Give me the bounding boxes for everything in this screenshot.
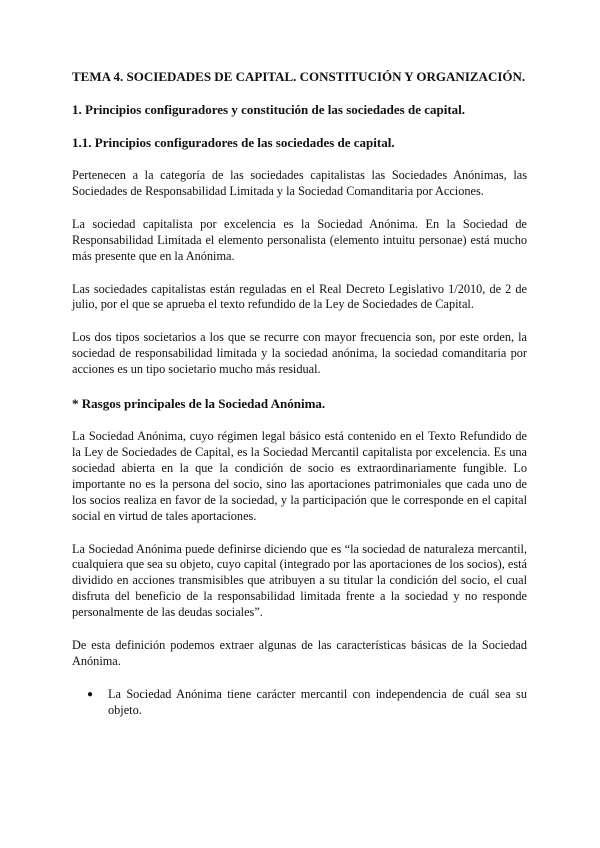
document-title: TEMA 4. SOCIEDADES DE CAPITAL. CONSTITUCIÓN Y ORGANIZACIÓN. — [72, 69, 526, 84]
paragraph-definicion: La Sociedad Anónima puede definirse diciendo que es “la sociedad de naturaleza mercantil, cualquiera que sea su objeto, cuyo capital (integrado por las aportaciones de los socios), está dividido en acciones transmisibles que atribuyen a su titular la condición del socio, el cual disfruta del beneficio de la responsabilidad limitada frente a la sociedad y no responde personalmente de las deudas sociales”. — [72, 541, 527, 620]
document-page — [72, 68, 527, 719]
paragraph-sociedad-anonima: La sociedad capitalista por excelencia es la Sociedad Anónima. En la Sociedad de Responsabilidad Limitada el elemento personalista (elemento intuitu personae) está mucho más presente que en la Anónima. — [72, 216, 527, 263]
paragraph-tipos-societarios: Los dos tipos societarios a los que se recurre con mayor frecuencia son, por este orden, la sociedad de responsabilidad limitada y la sociedad anónima, la sociedad comanditaria por acciones es un tipo societario mucho más residual. — [72, 330, 527, 377]
paragraph-categorias: Pertenecen a la categoría de las sociedades capitalistas las Sociedades Anónimas, las Sociedades de Responsabilidad Limitada y la Sociedad Comanditaria por Acciones. — [72, 168, 527, 198]
paragraph-regulacion: Las sociedades capitalistas están reguladas en el Real Decreto Legislativo 1/2010, de 2 de julio, por el que se aprueba el texto refundido de la Ley de Sociedades de Capital. — [72, 281, 527, 312]
rasgos-heading: * Rasgos principales de la Sociedad Anónima. — [72, 396, 326, 412]
list-item — [72, 687, 527, 719]
list-item-text: La Sociedad Anónima tiene carácter mercantil con independencia de cuál sea su objeto. — [108, 686, 527, 717]
characteristics-list — [72, 687, 527, 719]
section-heading-1-1: 1.1. Principios configuradores de las sociedades de capital. — [72, 135, 395, 150]
section-heading-1: 1. Principios configuradores y constitución de las sociedades de capital. — [72, 102, 466, 117]
paragraph-caracteristicas: De esta definición podemos extraer algunas de las características básicas de la Sociedad Anónima. — [72, 638, 527, 668]
paragraph-regimen-legal: La Sociedad Anónima, cuyo régimen legal básico está contenido en el Texto Refundido de la Ley de Sociedades de Capital, es la Sociedad Mercantil capitalista por excelencia. Es una sociedad abierta en la que la condición de socio es extraordinariamente fungible. Lo importante no es la persona del socio, sino las aportaciones patrimoniales que cada uno de los socios realiza en favor de la sociedad, y la participación que le corresponde en el capital social en virtud de tales aportaciones. — [72, 429, 527, 523]
bullet-icon: ● — [87, 688, 94, 700]
